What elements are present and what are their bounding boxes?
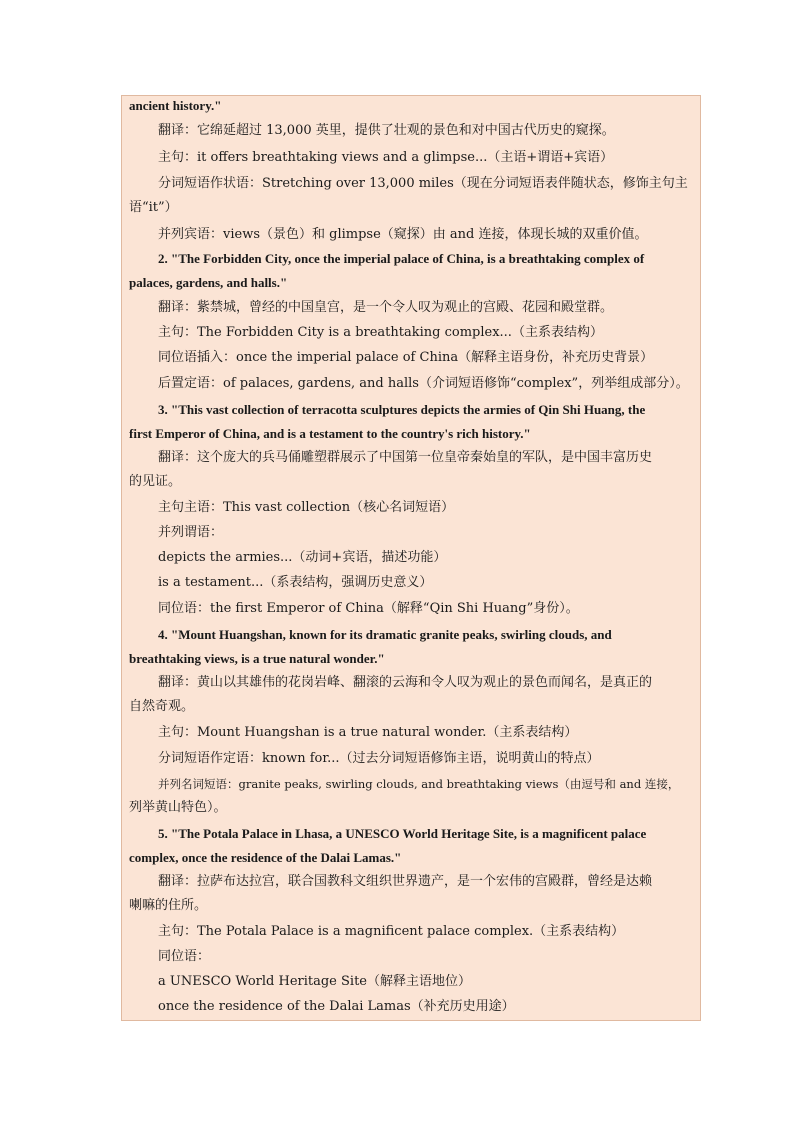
text-line: 主句：The Potala Palace is a magnificent palace complex.（主系表结构） [158, 924, 625, 939]
text-line: 列举黄山特色）。 [129, 800, 227, 815]
text-line: 翻译：拉萨布达拉宫，联合国教科文组织世界遗产，是一个宏伟的宫殿群，曾经是达赖 [158, 874, 653, 889]
text-line: 并列宾语：views（景色）和 glimpse（窥探）由 and 连接，体现长城的双重价值。 [158, 227, 648, 242]
text-line: 后置定语：of palaces, gardens, and halls（介词短语修饰“complex”，列举组成部分）。 [158, 376, 689, 391]
text-line: 喇嘛的住所。 [129, 898, 208, 913]
text-line: 主句主语：This vast collection（核心名词短语） [158, 500, 455, 515]
text-line: ancient history." [129, 98, 222, 113]
heading-line: complex, once the residence of the Dalai Lamas." [129, 850, 402, 865]
text-line: 分词短语作状语：Stretching over 13,000 miles（现在分词短语表伴随状态，修饰主句主 [158, 176, 688, 191]
text-line: 同位语：the first Emperor of China（解释“Qin Shi Huang”身份）。 [158, 601, 579, 616]
text-line: 翻译：紫禁城，曾经的中国皇宫，是一个令人叹为观止的宫殿、花园和殿堂群。 [158, 300, 614, 315]
text-line: is a testament...（系表结构，强调历史意义） [158, 575, 433, 590]
text-line: 主句：it offers breathtaking views and a glimpse...（主语+谓语+宾语） [158, 150, 614, 165]
text-line: 分词短语作定语：known for...（过去分词短语修饰主语，说明黄山的特点） [158, 751, 600, 766]
heading-line: palaces, gardens, and halls." [129, 275, 288, 290]
text-line: once the residence of the Dalai Lamas（补充历史用途） [158, 999, 515, 1014]
text-line: 翻译：这个庞大的兵马俑雕塑群展示了中国第一位皇帝秦始皇的军队，是中国丰富历史 [158, 450, 653, 465]
heading-line: 2. "The Forbidden City, once the imperial palace of China, is a breathtaking complex of [158, 251, 645, 266]
heading-line: 3. "This vast collection of terracotta sculptures depicts the armies of Qin Shi Huang, the [158, 402, 646, 417]
heading-line: breathtaking views, is a true natural wonder." [129, 651, 385, 666]
heading-line: 5. "The Potala Palace in Lhasa, a UNESCO World Heritage Site, is a magnificent palace [158, 826, 647, 841]
text-line: 同位语插入：once the imperial palace of China（解释主语身份，补充历史背景） [158, 350, 654, 365]
text-line: 语“it”） [129, 200, 178, 215]
text-box [121, 95, 701, 1021]
heading-line: 4. "Mount Huangshan, known for its dramatic granite peaks, swirling clouds, and [158, 627, 612, 642]
text-line: 并列名词短语：granite peaks, swirling clouds, and breathtaking views（由逗号和 and 连接， [158, 777, 680, 791]
text-line: 同位语： [158, 949, 211, 964]
text-line: depicts the armies...（动词+宾语，描述功能） [158, 550, 447, 565]
text-line: 的见证。 [129, 474, 182, 489]
text-line: 自然奇观。 [129, 699, 195, 714]
text-line: a UNESCO World Heritage Site（解释主语地位） [158, 974, 471, 989]
text-line: 翻译：黄山以其雄伟的花岗岩峰、翻滚的云海和令人叹为观止的景色而闻名，是真正的 [158, 675, 653, 690]
text-line: 主句：Mount Huangshan is a true natural wonder.（主系表结构） [158, 725, 578, 740]
text-line: 并列谓语： [158, 525, 224, 540]
heading-line: first Emperor of China, and is a testament to the country's rich history." [129, 426, 531, 441]
text-line: 翻译：它绵延超过 13,000 英里，提供了壮观的景色和对中国古代历史的窥探。 [158, 123, 615, 138]
text-line: 主句：The Forbidden City is a breathtaking complex...（主系表结构） [158, 325, 603, 340]
